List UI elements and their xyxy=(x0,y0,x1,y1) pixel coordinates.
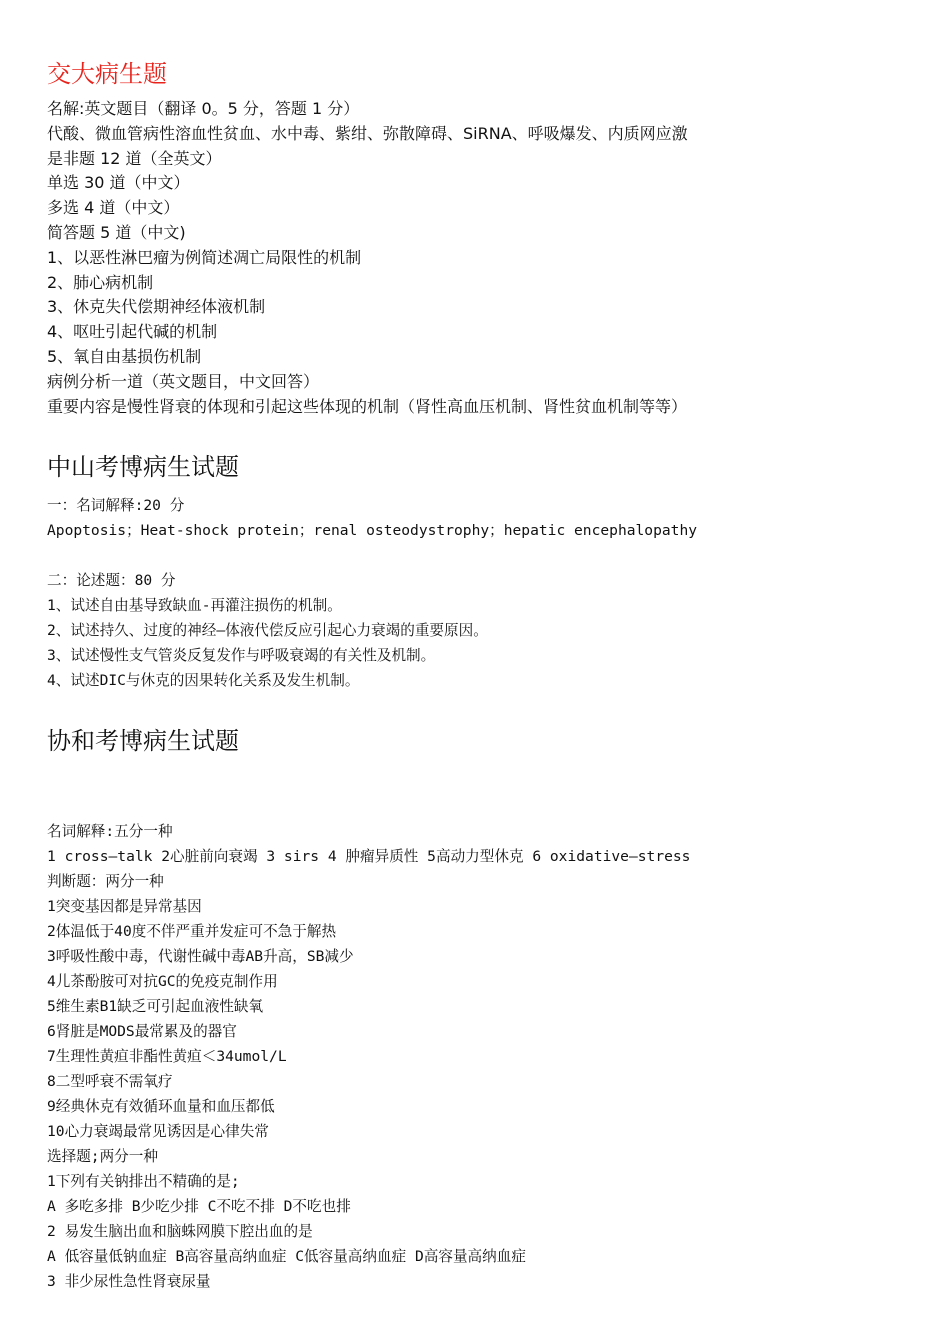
text-line: 多选 4 道（中文） xyxy=(47,198,180,218)
text-line: 简答题 5 道（中文) xyxy=(47,222,186,242)
text-line: 5、氧自由基损伤机制 xyxy=(47,346,202,366)
text-line: 1、以恶性淋巴瘤为例简述凋亡局限性的机制 xyxy=(47,247,362,267)
section-body-zhongshan xyxy=(47,493,910,693)
text-line: 选择题;两分一种 xyxy=(47,1148,158,1166)
text-line: 4、呕吐引起代碱的机制 xyxy=(47,322,218,342)
text-line: 1下列有关钠排出不精确的是; xyxy=(47,1173,240,1191)
text-line: 单选 30 道（中文） xyxy=(47,173,190,193)
text-line: 10心力衰竭最常见诱因是心律失常 xyxy=(47,1123,269,1141)
text-line: 1、试述自由基导致缺血-再灌注损伤的机制。 xyxy=(47,597,342,615)
text-line: 代酸、微血管病性溶血性贫血、水中毒、紫绀、弥散障碍、SiRNA、呼吸爆发、内质网应激 xyxy=(47,123,688,143)
text-line: 6肾脏是MODS最常累及的器官 xyxy=(47,1023,237,1041)
text-line: 判断题：两分一种 xyxy=(47,873,164,891)
text-line: 2、肺心病机制 xyxy=(47,272,154,292)
text-line: 二：论述题：80 分 xyxy=(47,572,176,590)
text-line: 一：名词解释:20 分 xyxy=(47,497,185,515)
text-line: 名解:英文题目（翻译 0。5 分，答题 1 分） xyxy=(47,99,360,118)
text-line: 3 非少尿性急性肾衰尿量 xyxy=(47,1273,211,1291)
text-line: 1突变基因都是异常基因 xyxy=(47,898,202,916)
text-line: 4、试述DIC与休克的因果转化关系及发生机制。 xyxy=(47,672,360,690)
section-body-jiaoda xyxy=(47,97,910,419)
text-line: 重要内容是慢性肾衰的体现和引起这些体现的机制（肾性高血压机制、肾性贫血机制等等） xyxy=(47,396,688,416)
text-line: 3、休克失代偿期神经体液机制 xyxy=(47,297,266,317)
text-line: 7生理性黄疸非酯性黄疸＜34umol/L xyxy=(47,1048,287,1066)
text-line: 1 cross—talk 2心脏前向衰竭 3 sirs 4 肿瘤异质性 5高动力型休克 6 oxidative—stress xyxy=(47,848,691,866)
text-line: 2、试述持久、过度的神经—体液代偿反应引起心力衰竭的重要原因。 xyxy=(47,622,488,640)
text-line: 3、试述慢性支气管炎反复发作与呼吸衰竭的有关性及机制。 xyxy=(47,647,436,665)
text-line: 2体温低于40度不伴严重并发症可不急于解热 xyxy=(47,923,337,941)
text-line: Apoptosis；Heat-shock protein；renal osteodystrophy；hepatic encephalopathy xyxy=(47,522,698,540)
section-title-xiehe: 协和考博病生试题 xyxy=(47,727,239,756)
section-body-xiehe xyxy=(47,819,910,1294)
text-line: 是非题 12 道（全英文） xyxy=(47,148,222,168)
text-line: A 多吃多排 B少吃少排 C不吃不排 D不吃也排 xyxy=(47,1198,351,1216)
text-line: 9经典休克有效循环血量和血压都低 xyxy=(47,1098,275,1116)
blank-line xyxy=(47,543,910,568)
text-line: A 低容量低钠血症 B高容量高纳血症 C低容量高纳血症 D高容量高纳血症 xyxy=(47,1248,526,1266)
text-line: 5维生素B1缺乏可引起血液性缺氧 xyxy=(47,998,264,1016)
text-line: 4儿茶酚胺可对抗GC的免疫克制作用 xyxy=(47,973,278,991)
text-line: 病例分析一道（英文题目，中文回答） xyxy=(47,371,320,391)
text-line: 2 易发生脑出血和脑蛛网膜下腔出血的是 xyxy=(47,1223,313,1241)
text-line: 3呼吸性酸中毒，代谢性碱中毒AB升高，SB减少 xyxy=(47,948,354,966)
section-title-zhongshan: 中山考博病生试题 xyxy=(47,453,239,482)
text-line: 8二型呼衰不需氧疗 xyxy=(47,1073,173,1091)
section-title-jiaoda: 交大病生题 xyxy=(47,60,167,88)
text-line: 名词解释:五分一种 xyxy=(47,823,173,841)
